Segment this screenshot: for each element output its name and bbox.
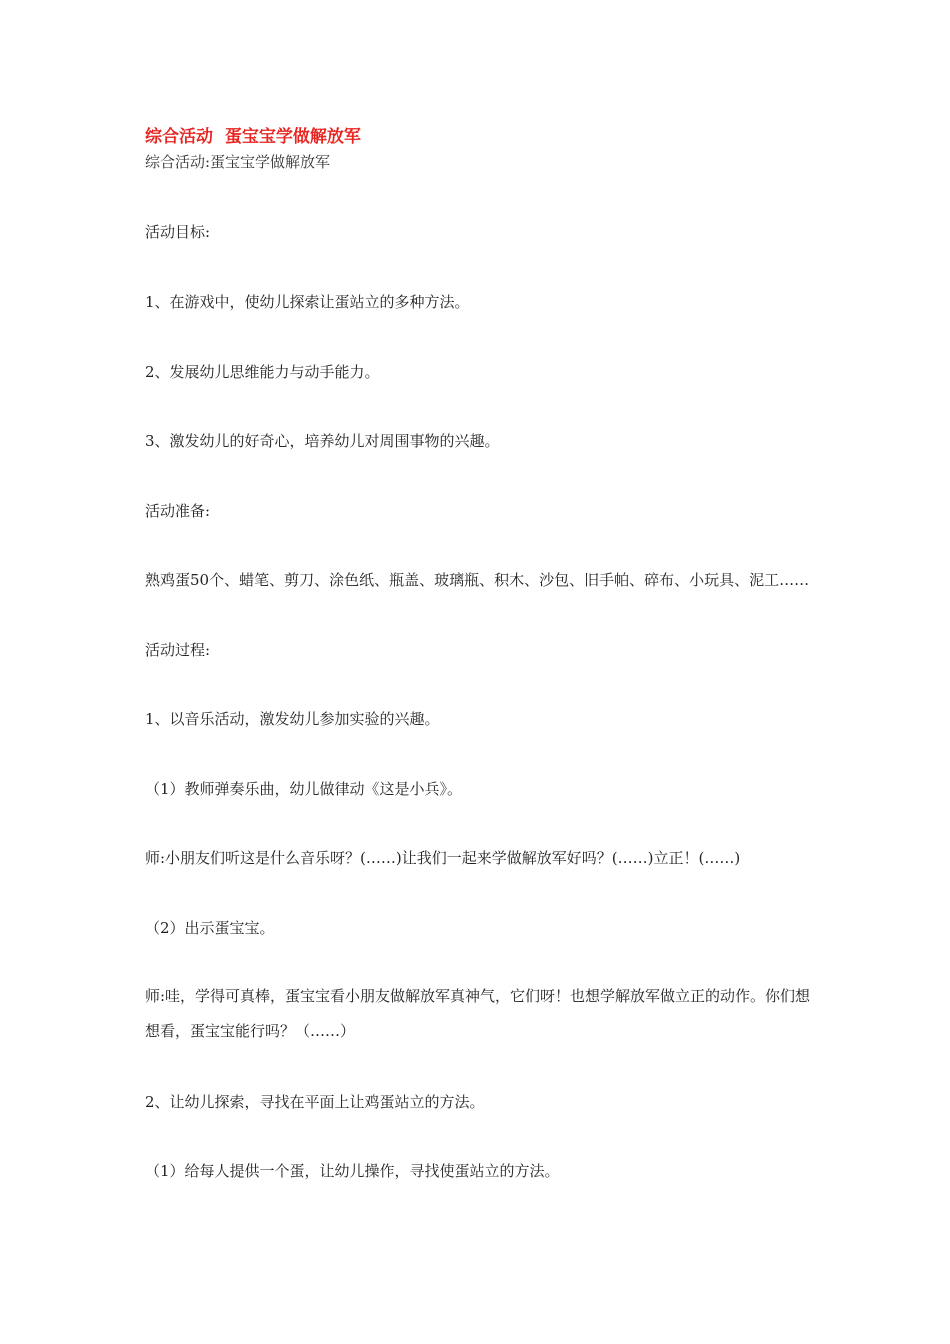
paragraph: （1）教师弹奏乐曲，幼儿做律动《这是小兵》。 (145, 780, 463, 798)
section-heading-goals: 活动目标: (145, 223, 211, 241)
paragraph: 熟鸡蛋50个、蜡笔、剪刀、涂色纸、瓶盖、玻璃瓶、积木、沙包、旧手帕、碎布、小玩具、泥工…… (145, 571, 810, 589)
section-heading-process: 活动过程: (145, 641, 211, 659)
paragraph: （2）出示蛋宝宝。 (145, 919, 275, 937)
paragraph: 2、让幼儿探索，寻找在平面上让鸡蛋站立的方法。 (145, 1093, 485, 1111)
document-title: 综合活动 蛋宝宝学做解放军 (145, 127, 361, 147)
paragraph: 1、在游戏中，使幼儿探索让蛋站立的多种方法。 (145, 293, 470, 311)
paragraph: 2、发展幼儿思维能力与动手能力。 (145, 363, 380, 381)
paragraph: 师:小朋友们听这是什么音乐呀？(……)让我们一起来学做解放军好吗？(……)立正！(……) (145, 849, 741, 867)
paragraph: 师:哇，学得可真棒，蛋宝宝看小朋友做解放军真神气，它们呀！也想学解放军做立正的动作。你们想想看，蛋宝宝能行吗？（……） (145, 987, 811, 1040)
document-subtitle: 综合活动:蛋宝宝学做解放军 (145, 153, 331, 171)
paragraph: 1、以音乐活动，激发幼儿参加实验的兴趣。 (145, 710, 440, 728)
paragraph: （1）给每人提供一个蛋，让幼儿操作，寻找使蛋站立的方法。 (145, 1162, 560, 1180)
paragraph: 3、激发幼儿的好奇心，培养幼儿对周围事物的兴趣。 (145, 432, 500, 450)
section-heading-preparation: 活动准备: (145, 502, 211, 520)
